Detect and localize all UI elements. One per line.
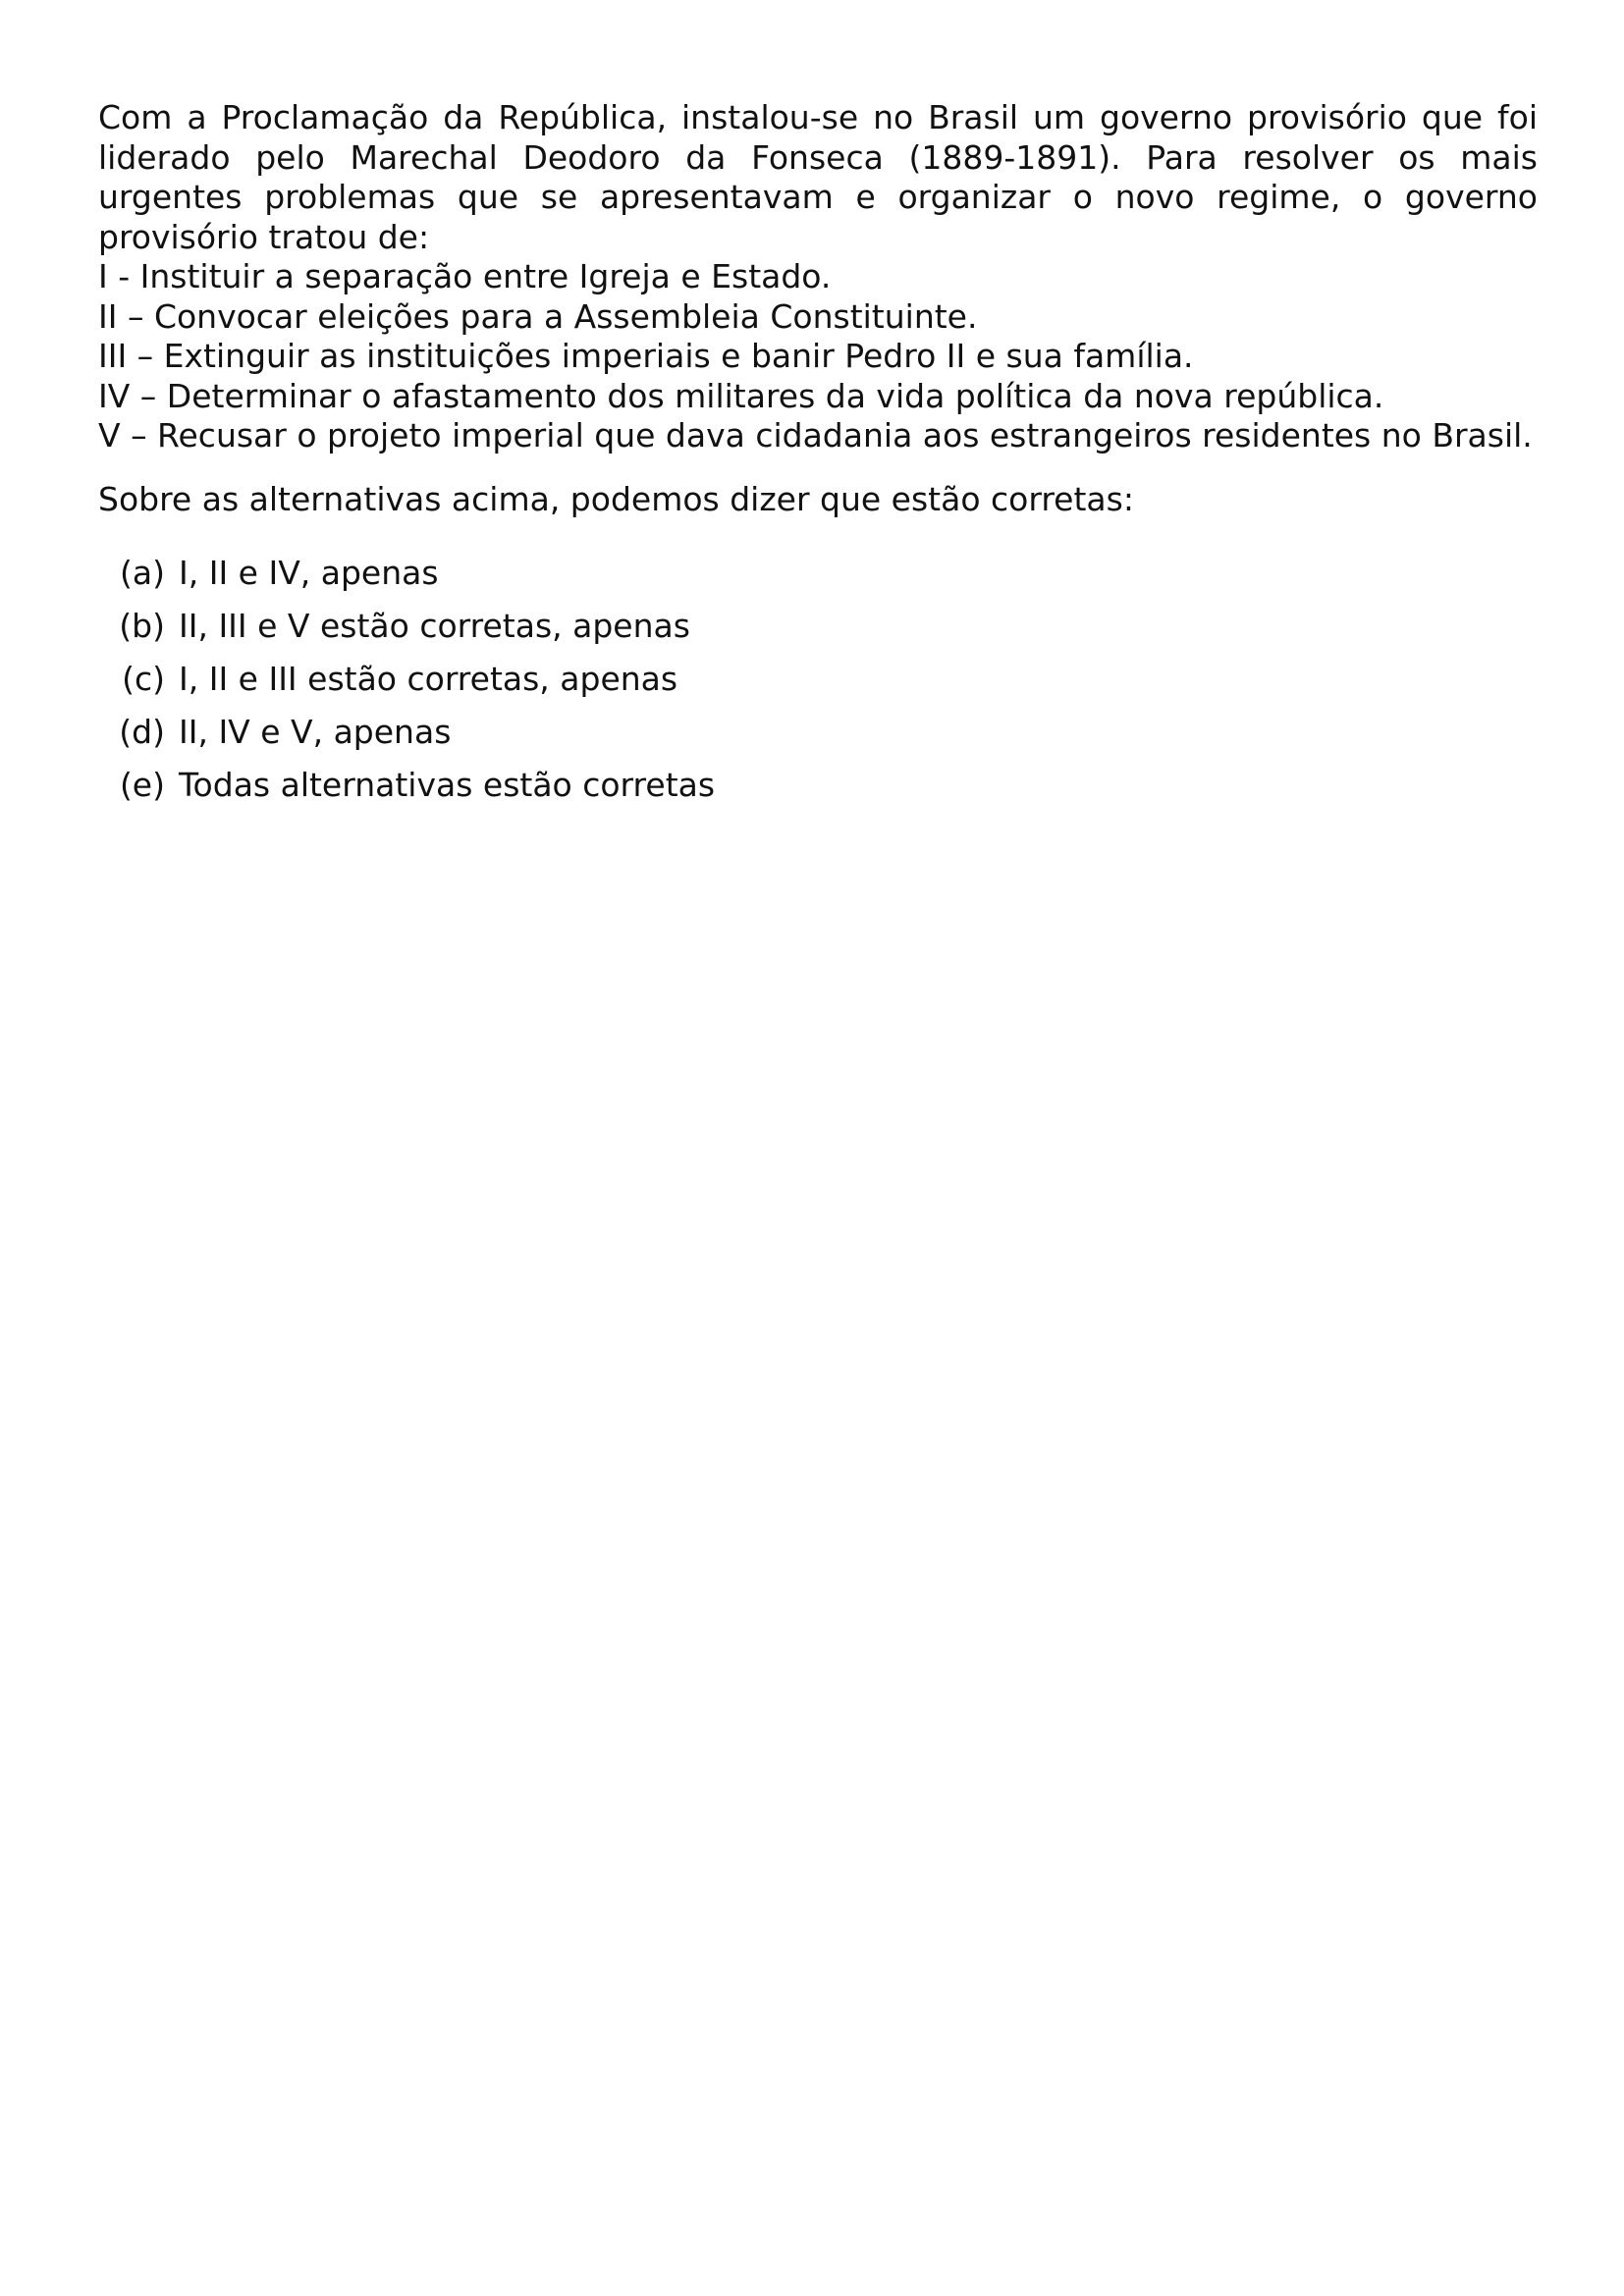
statement-v: V – Recusar o projeto imperial que dava cidadania aos estrangeiros residentes no Brasil.: [98, 416, 1533, 454]
option-text: I, II e III estão corretas, apenas: [179, 660, 678, 698]
option-d[interactable]: [98, 713, 1538, 766]
option-b[interactable]: [98, 607, 1538, 660]
option-letter: (e): [119, 766, 165, 804]
question-block: [98, 98, 1538, 819]
option-text: I, II e IV, apenas: [179, 554, 439, 592]
option-text: II, III e V estão corretas, apenas: [179, 607, 690, 645]
option-letter: (b): [119, 607, 165, 645]
option-letter: (c): [122, 660, 165, 698]
question-prompt: Sobre as alternativas acima, podemos dizer que estão corretas:: [98, 479, 1134, 518]
option-a[interactable]: [98, 554, 1538, 607]
statement-iv: IV – Determinar o afastamento dos militares da vida política da nova república.: [98, 376, 1384, 415]
question-intro: Com a Proclamação da República, instalou-se no Brasil um governo provisório que foi liderado pelo Marechal Deodoro da Fonseca (1889-1891). Para resolver os mais urgentes problemas que se apresentavam e organizar o novo regime, o governo provisório tratou de:: [98, 98, 1538, 256]
option-letter: (d): [119, 713, 165, 751]
option-c[interactable]: [98, 660, 1538, 713]
answer-options: [98, 554, 1538, 819]
option-text: Todas alternativas estão corretas: [179, 766, 716, 804]
statement-list: [98, 257, 1538, 456]
option-letter: (a): [120, 554, 165, 592]
statement-i: I - Instituir a separação entre Igreja e Estado.: [98, 257, 832, 295]
statement-ii: II – Convocar eleições para a Assembleia Constituinte.: [98, 296, 978, 336]
option-e[interactable]: [98, 766, 1538, 819]
statement-iii: III – Extinguir as instituições imperiais e banir Pedro II e sua família.: [98, 337, 1194, 375]
option-text: II, IV e V, apenas: [179, 713, 452, 751]
